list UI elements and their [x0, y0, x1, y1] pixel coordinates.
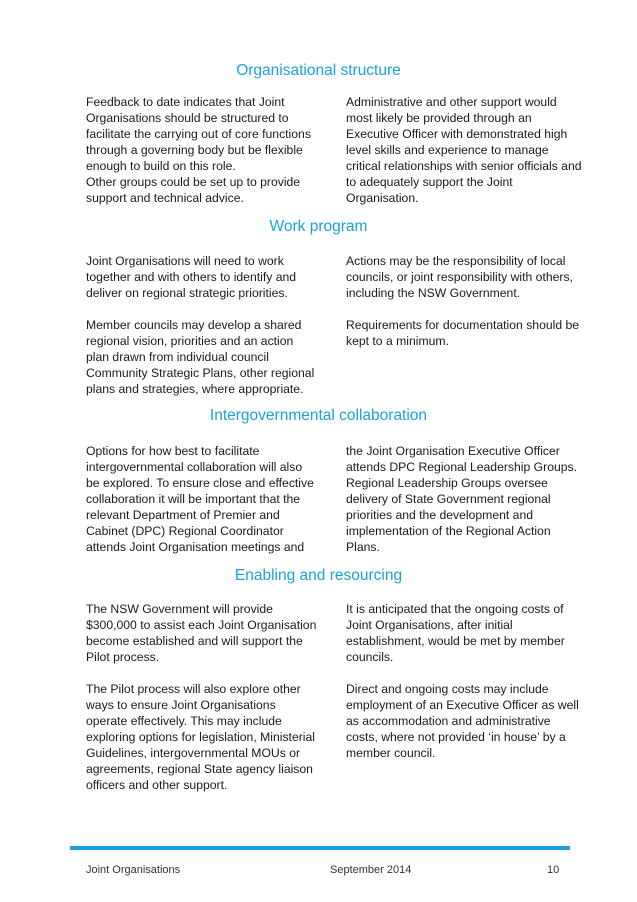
section-title-work-program: Work program — [269, 218, 368, 235]
organisational-structure-left-column — [86, 94, 318, 206]
footer-divider — [70, 846, 570, 850]
paragraph: Member councils may develop a shared regional vision, priorities and an action plan drawn from individual council Community Strategic Plans, other regional plans and strategies, where appropriate. — [86, 318, 315, 396]
paragraph: Direct and ongoing costs may include employment of an Executive Officer as well as accommodation and administrative costs, where not provided ‘in house’ by a member council. — [346, 682, 579, 760]
page-number: 10 — [547, 864, 560, 876]
intergovernmental-left-column — [86, 443, 318, 555]
paragraph: Administrative and other support would most likely be provided through an Executive Officer with demonstrated high level skills and experience to manage critical relationships with senior officials and to adequately support the Joint Organisation. — [346, 95, 582, 205]
intergovernmental-right-column — [346, 443, 582, 555]
paragraph: Requirements for documentation should be kept to a minimum. — [346, 318, 580, 348]
paragraph: Joint Organisations will need to work together and with others to identify and deliver on regional strategic priorities. — [86, 254, 297, 300]
paragraph: It is anticipated that the ongoing costs of Joint Organisations, after initial establishment, would be met by member councils. — [346, 602, 565, 664]
paragraph: Options for how best to facilitate intergovernmental collaboration will also be explored. To ensure close and effective collaboration it will be important that the relevant Department of Premier and Cabinet (DPC) Regional Coordinator attends Joint Organisation meetings and — [86, 444, 314, 554]
section-title-intergovernmental-collaboration: Intergovernmental collaboration — [209, 407, 428, 424]
work-program-right-column — [346, 253, 582, 349]
paragraph: The NSW Government will provide $300,000 to assist each Joint Organisation become established and will support the Pilot process. — [86, 602, 317, 664]
enabling-right-column — [346, 601, 582, 761]
paragraph: Other groups could be set up to provide support and technical advice. — [86, 175, 301, 205]
enabling-left-column — [86, 601, 318, 793]
work-program-left-column — [86, 253, 318, 397]
section-title-organisational-structure: Organisational structure — [236, 62, 401, 79]
footer-document-title: Joint Organisations — [86, 864, 181, 876]
paragraph: Actions may be the responsibility of local councils, or joint responsibility with others, including the NSW Government. — [346, 254, 573, 300]
paragraph: The Pilot process will also explore other ways to ensure Joint Organisations operate effectively. This may include exploring options for legislation, Ministerial Guidelines, intergovernmental MOUs or agreements, regional State agency liaison officers and other support. — [86, 682, 315, 792]
footer-date: September 2014 — [330, 864, 412, 876]
section-title-enabling-and-resourcing: Enabling and resourcing — [234, 567, 403, 584]
paragraph: Feedback to date indicates that Joint Organisations should be structured to facilitate the carrying out of core functions through a governing body but be flexible enough to build on this role. — [86, 95, 311, 173]
paragraph: the Joint Organisation Executive Officer attends DPC Regional Leadership Groups. Regional Leadership Groups oversee delivery of State Government regional priorities and the development and implementation of the Regional Action Plans. — [346, 444, 578, 554]
organisational-structure-right-column — [346, 94, 582, 206]
